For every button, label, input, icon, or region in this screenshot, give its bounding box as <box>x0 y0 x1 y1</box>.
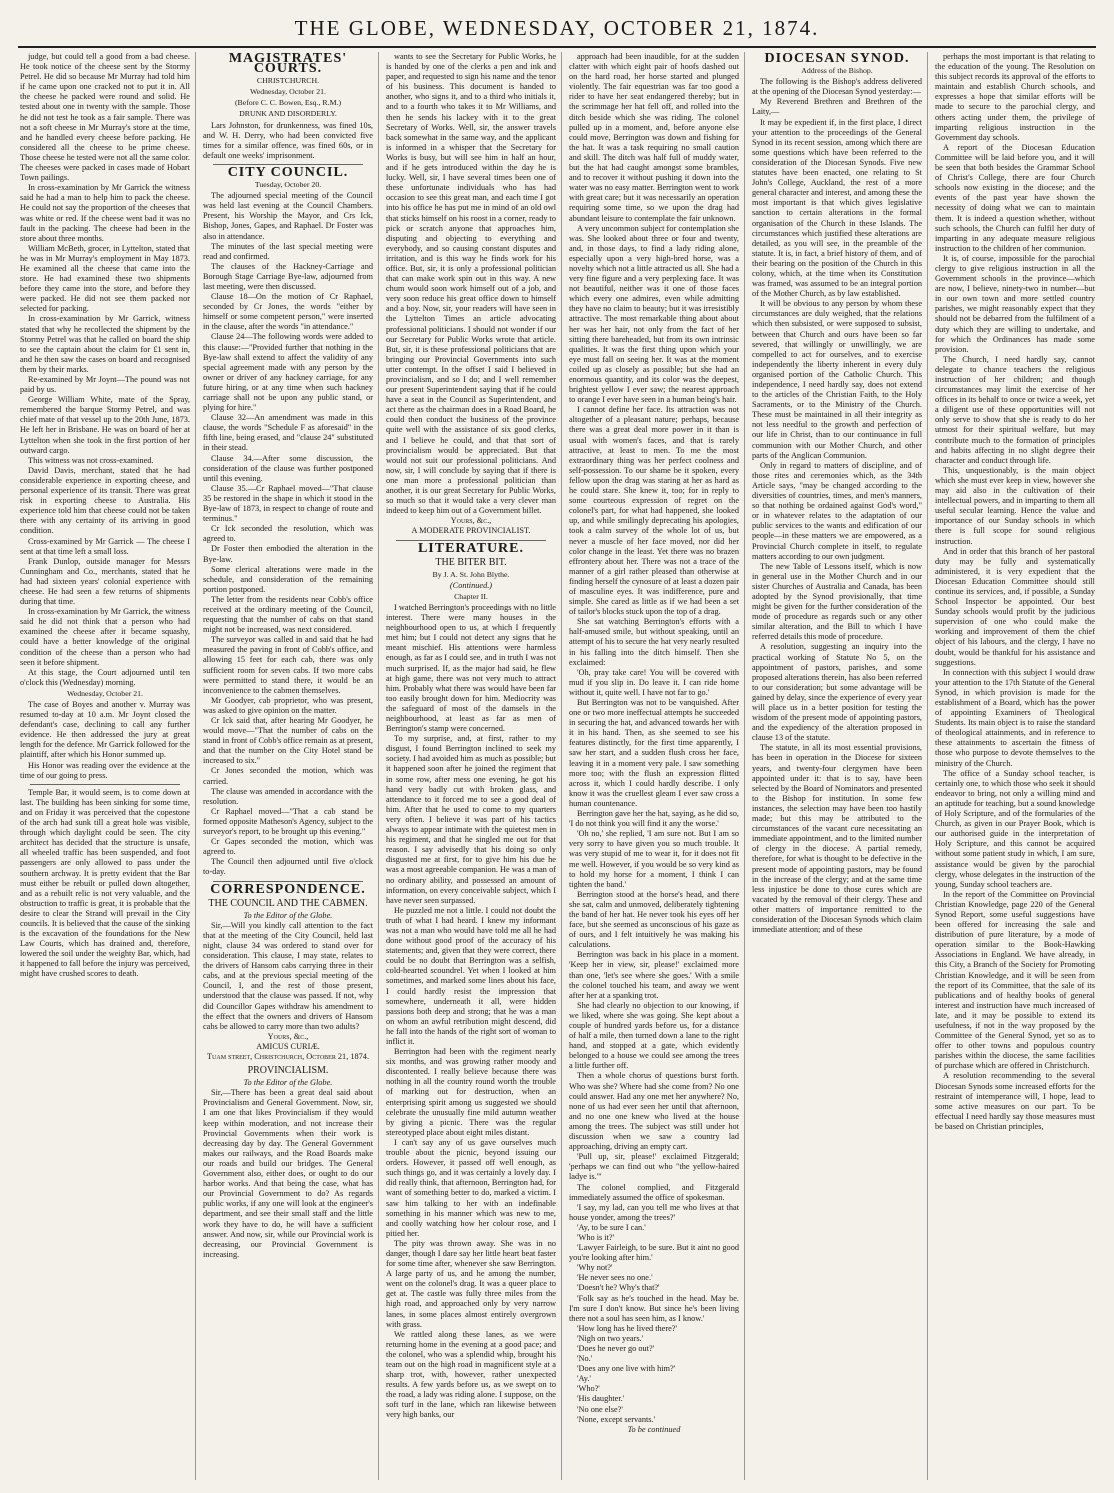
heading-correspondence: CORRESPONDENCE. <box>210 881 366 897</box>
subheading: Address of the Bishop. <box>801 66 873 76</box>
paragraph: Cr Raphael moved—"That a cab stand be formed opposite Matheson's Agency, subject to the surveyor's report, to be brought up this evening." <box>203 806 373 837</box>
column-rule <box>195 52 196 1480</box>
column-rule <box>561 52 562 1480</box>
signature-name: AMICUS CURIÆ. <box>256 1041 320 1051</box>
paragraph: 'Ay.' <box>577 1374 591 1384</box>
heading-magistrates-courts: MAGISTRATES' COURTS. <box>228 52 348 77</box>
paragraph: 'His daughter.' <box>577 1394 625 1404</box>
paragraph: Temple Bar, it would seem, is to come down at last. The building has been sinking for some time, and on Friday it was perceived that the copestone of the arch had sunk till a great hole was visible, through which daylight could be seen. The city architect has decided that the structure is unsafe, all wheeled traffic has been suspended, and foot passengers are only allowed to pass under the southern archway. It is pretty evident that the Bar must either be rebuilt or pulled down altogether, and as a rebuilt relic is not very valuable, and the obstruction to traffic is great, it is probable that the desire to clear the Strand will prevail in the City councils. It is believed that the cause of the sinking is the excavation of the foundations for the New Law Courts, which has drained and, therefore, lowered the soil under the weighty Bar, which, had it happened to fall before the injury was perceived, might have crushed scores to death. <box>20 787 190 979</box>
paragraph: 'Folk say as he's touched in the head. May be. I'm sure I don't know. But since he's been living there not a soul has seen him, as I know.' <box>569 1293 739 1323</box>
paragraph: wants to see the Secretary for Public Works, he is handed by one of the clerks a pen and ink and paper, and requested to sign his name and the tenor of his business. This document is handed to another, who signs it, and to a third who initials it, and to a fourth who takes it to Mr Williams, and then he sends his lackey with it to the great Secretary of Works. Well, sir, the answer travels back somewhat in the same way, and the applicant is informed in a whisper that the Secretary for Works is busy, but will see him in half an hour, and if he gets introduced within the day he is lucky. Well, sir, I have several times been one of these unfortunate individuals who has had occasion to see this great man, and each time I got into his office he has put me in mind of an old owl that sticks himself on his roost in a corner, ready to pick or scratch anyone that approaches him, disputing and objecting to everything and everybody, and so causing constant disputes and irritation, and is this way he finds work for his office. But, sir, it is only a professional politician that can make work spin out in this way. A new chum would soon work himself out of a job, and very soon reduce his great office down to himself and a boy. Now, sir, your readers will have seen in the Lyttelton Times an article advocating professional politicians. I should not wonder if our our Secretary for Public Works wrote that article. But, sir, it is these professional politicians that are bringing our Provincial Governments into such utter contempt. In the offset I said I believed in provincialism, and so I do; and I well remember our present Superintendent saying that if he could have a seat in the Council as Superintendent, and act there as the chairman does in a Road Board, he could then conduct the business of the province quite well with the assistance of six good clerks, and I believe he could, and that that sort of provincialism would be appreciated. But that would not suit our professional politicians. And now, sir, I will conclude by saying that if there is one man more a professional politician than another, it is our great Secretary for Public Works, so much so that it would take a very clever man indeed to keep him out of a Government billet. <box>386 52 556 516</box>
paragraph: George William White, mate of the Spray, remembered the barque Stormy Petrel, and was chief mate of that vessel up to the 20th June, 1873. He left her in Brisbane. He was on board of her at Lyttelton when she took in the first portion of her outward cargo. <box>20 395 190 455</box>
masthead <box>18 10 1096 48</box>
paragraph: The case of Boyes and another v. Murray was resumed to-day at 10 a.m. Mr Joynt closed the defendant's case, declining to call any further evidence. He then addressed the jury at great length for the defence. Mr Garrick followed for the plaintiff, after which his Honor summed up. <box>20 700 190 760</box>
paragraph: It may be expedient if, in the first place, I direct your attention to the proceedings of the General Synod in its recent session, among which there are some questions which have been referred to the consideration of the Diocesan Synods. Five new statutes have been enacted, one relating to St John's College, Auckland, the rest of a more general character and interest, and among these the most important is that which gives legislative sanction to certain alterations in the formal organisation of the Church in these Islands. The circumstances which justified these alterations are detailed, as you will see, in the preamble of the statute. It is, in fact, a brief history of them, and of their bearing on the position of the Church in this colony, which, at the time when its Constitution was framed, was assumed to be an integral portion of the Mother Church, as by law established. <box>752 117 922 299</box>
paragraph: A very uncommon subject for contemplation she was. She looked about three or four and twenty, and, in those days, to find a lady riding alone, especially upon a very high-bred horse, was a novelty which not a little attracted us all. She had a very fine figure and a very perplexing face. It was not beautiful, neither was it one of those faces which every one admires, even while admitting they have no claim to beauty; but it was irresistibly attractive. The most remarkable thing about about her was her hair, not only from the fact of her sitting there bareheaded, but from its own intrinsic qualities. It was the first thing upon which your eye must fall on seeing her. It was at the moment coiled up as closely as possible; but she had an enormous quantity, and its color was the deepest, brightest yellow I ever saw; the nearest approach to orange I ever have seen in a human being's hair. <box>569 223 739 405</box>
paragraph: A resolution, suggesting an inquiry into the practical working of Statute No 5, on the appointment of pastors, parishes, and some proposed alterations therein, has also been referred to our consideration; but some advantage will be gained by delay, since the experience of every year will place us in a better position for testing the wisdom of the present mode of appointing pastors, and the expediency of the alteration proposed in clause 13 of the statute. <box>752 642 922 743</box>
paragraph: 'I say, my lad, can you tell me who lives at that house yonder, among the trees?' <box>569 1202 739 1222</box>
divider <box>30 784 180 785</box>
paragraph: Then a whole chorus of questions burst forth. Who was she? Where had she come from? No one could answer. Had any one met her anywhere? No, none of us had ever seen her until that afternoon, and no one one knew who lived at the house among the trees. The subject was still under hot discussion when we saw a country lad approaching, driving an empty cart. <box>569 1071 739 1152</box>
paragraph: 'No one else?' <box>577 1404 623 1414</box>
paragraph: Berrington gave her the hat, saying, as he did so, 'I do not think you will find it any the worse.' <box>569 809 739 829</box>
paragraph: The surveyor was called in and said that he had measured the paving in front of Cobb's office, and allowing 15 feet for each cab, there was only sufficient room for seven cabs. If two more cabs were permitted to stand there, it would be an inconvenience to the cabmen themselves. <box>203 635 373 695</box>
paragraph: Mr Goodyer, cab proprietor, who was present, was asked to give opinion on the matter. <box>203 695 373 715</box>
paragraph: The new Table of Lessons itself, which is now in general use in the Mother Church and in our sister Churches of Australia and Canada, has been adopted by the Synod provisionally, that time might be given for the further consideration of the mode of procedure as regards such or any other similar alteration, and the Bill to which I have referred details this mode of procedure. <box>752 561 922 642</box>
paragraph: Lars Johnston, for drunkenness, was fined 10s, and W. H. Derry, who had been convicted five times for a similar offence, was fined 60s, or in default one weeks' imprisonment. <box>203 120 373 160</box>
column-6 <box>935 52 1095 1480</box>
paragraph: His Honor was reading over the evidence at the time of our going to press. <box>20 760 190 780</box>
paragraph: The letter from the residents near Cobb's office received at the ordinary meeting of the Council, requesting that the number of cabs on that stand might not be increased, was next considered. <box>203 594 373 635</box>
paragraph: It will be obvious to any person by whom these circumstances are duly weighed, that the relations which then subsisted, or were supposed to subsist, between that Church and ours have been so far severed, that willingly or unwillingly, we are compelled to act for ourselves, and to exercise independently the liberty inherent in every duly organised portion of the Catholic Church. This independence, I need hardly say, does not extend to the articles of the Christian Faith, to the Holy Sacraments, or to the Ministry of the Church. These must be maintained in all their integrity as not less needful to the growth and perfection of our life in Christ, than to our continuance in full communion with our Mother Church, and other parts of the Anglican Communion. <box>752 299 922 460</box>
column-3 <box>386 52 556 1480</box>
paragraph: The adjourned special meeting of the Council was held last evening at the Council Chambers. Present, his Worship the Mayor, and Crs Ick, Bishop, Jones, Gapes, and Raphael. Dr Foster was also in attendance. <box>203 191 373 241</box>
paragraph: David Davis, merchant, stated that he had considerable experience in exporting cheese, and personal experience of its transit. There was great risk in exporting cheese to Australia. His experience told him that cheese could not be taken there with any certainty of its arriving in good condition. <box>20 465 190 536</box>
paragraph: The pity was thrown away. She was in no danger, though I dare say her little heart beat faster for some time after, whenever she saw Berrington. A large party of us, and he among the number, went on the colonel's drag. It was a queer place to get at. The castle was fully three miles from the high road, and approached only by very narrow lanes, in some places almost entirely overgrown with grass. <box>386 1238 556 1329</box>
paragraph: Cr Jones seconded the motion, which was carried. <box>203 766 373 786</box>
continued-note: (Continued.) <box>449 580 493 590</box>
paragraph: In connection with this subject I would draw your attention to the 17th Statute of the General Synod, in which provision is made for the establishment of a Board, which has the power of appointing Examiners of Theological Students. Its main object is to raise the standard of theological attainments, and in reference to these attainments to ascertain the fitness of those who purpose to devote themselves to the ministry of the Church. <box>935 667 1095 768</box>
paragraph: Some clerical alterations were made in the schedule, and consideration of the remaining portion postponed. <box>203 564 373 594</box>
paragraph: But Berrington was not to be vanquished. After one or two more ineffectual attempts he succeeded in securing the hat, and advanced towards her with it in his hand. Then, as she seemed to see his features distinctly, for the first time apparently, I saw her start, and a sudden flush cross her face, leaving it in a moment very pale. I saw something more too; with the flush an expression flitted across it, which I could hardly describe. I only know it was the cruellest gleam I ever saw cross a human countenance. <box>569 698 739 808</box>
dateline: Tuesday, October 20. <box>254 180 322 190</box>
signature-name: A MODERATE PROVINCIALIST. <box>411 526 531 536</box>
paragraph: judge, but could tell a good from a bad cheese. He took notice of the cheese sent by the Stormy Petrel. He did so because Mr Murray had told him if he came upon one cracked not to put it in. All the cheese he packed were round and solid. He tested about one in twenty with the sample. Those he did not test he took as a fair sample. There was not a soft cheese in Mr Murray's store at the time, and he handled every cheese before packing. He considered all the cheese to be prime cheese. Those cheese he tested were not all the same color. The cheeses were packed in cases made of Hobart Town pailings. <box>20 52 190 183</box>
paragraph: 'Does any one live with him?' <box>577 1364 676 1374</box>
subheading-biter-bit: THE BITER BIT. <box>435 556 507 568</box>
paragraph: William McBeth, grocer, in Lyttelton, stated that he was in Mr Murray's employment in May 1873. He examined all the cheese that came into the store. He had examined these two shipments before they came into the store, and before they were packed. He did not see them packed nor selected for packing. <box>20 243 190 314</box>
paragraph: 'Who?' <box>577 1384 600 1394</box>
subheading: CHRISTCHURCH. <box>256 76 320 86</box>
chapter-heading: Chapter II. <box>454 591 488 601</box>
paragraph: 'Does he never go out?' <box>577 1344 655 1353</box>
paragraph: In cross-examination by Mr Garrick the witness said he had a man to help him to pack the cheese. He could not say the proportion of the cheeses that was white or red. If the cheese went bad it was no fault in the packing. The cheese had been in the store about three months. <box>20 183 190 243</box>
column-2 <box>203 52 373 1480</box>
paragraph: 'Doesn't he? Why's that?' <box>577 1283 660 1293</box>
paragraph: Sir,—Will you kindly call attention to the fact that at the meeting of the City Council, held last night, clause 34 was ordered to stand over for consideration. This clause, I may state, relates to the drivers of Hansom cabs carrying three in their cabs, and at the previous special meeting of the Council, I, and the rest of those present, understood that the clause was passed. If not, why did Councillor Gapes withdraw his amendment to the effect that the owners and drivers of Hansom cabs be allowed to carry more than two adults? <box>203 920 373 1031</box>
subheading: DRUNK AND DISORDERLY. <box>239 109 337 119</box>
paragraph: Clause 34.—After some discussion, the consideration of the clause was further postponed until this evening. <box>203 453 373 483</box>
paragraph: The colonel complied, and Fitzgerald immediately assumed the office of spokesman. <box>569 1182 739 1202</box>
paragraph: In cross-examination by Mr Garrick, the witness said he did not think that a person who had examined the cheese after it became squashy, could have a better knowledge of the original condition of the cheese than a person who had seen it before shipment. <box>20 607 190 667</box>
paragraph: The statute, in all its most essential provisions, has been in operation in the Diocese for sixteen years, and twenty-four clergymen have been appointed under it: that is to say, have been selected by the Board of Nominators and presented to the Bishop for institution. In some few instances, the selection may have been too hastily made; but this may be attributed to the circumstances of the vacant cure necessitating an immediate appointment, and to the limited number of clergy in the diocese. A partial remedy, therefore, for what is thought to be defective in the present mode of appointing pastors, may be found in the increase of the clergy; and at the same time less injustice be done to those cures which are vacated by the removal of their clergy. These and other matters of importance remitted to the consideration of the Diocesan Synods which claim immediate attention; and of these <box>752 743 922 935</box>
paragraph: Cross-examined by Mr Garrick — The cheese I sent at that time left a small loss. <box>20 536 190 556</box>
paragraph: We rattled along these lanes, as we were returning home in the evening at a good pace; and the colonel, who was a splendid whip, brought his team out on the high road in magnificent style at a sharp trot, with, however, rather unexpected results. A few yards before us, as we swept on to the road, a lady was riding alone. I suppose, on the soft turf in the lane, which ran likewise between very high banks, our <box>386 1329 556 1420</box>
paragraph: 'He never sees no one.' <box>577 1273 653 1283</box>
dateline: Wednesday, October 21. <box>67 688 143 698</box>
column-rule <box>744 52 745 1480</box>
column-4 <box>569 52 739 1480</box>
subheading: (Before C. C. Bowen, Esq., R.M.) <box>234 98 342 108</box>
paragraph: The clause was amended in accordance with the resolution. <box>203 786 373 806</box>
paragraph: Clause 32—An amendment was made in this clause, the words "Schedule F as aforesaid" in the fifth line, being erased, and "clause 24" substituted in their stead. <box>203 413 373 453</box>
paragraph: In cross-examination by Mr Garrick, witness stated that why he recollected the shipment by the Stormy Petrel was that he called on board the ship to see the captain about the claim for £1 sent in, and he then saw the cases on board and recognised them by their marks. <box>20 314 190 374</box>
paragraph: In the report of the Committee on Provincial Christian Knowledge, page 220 of the General Synod Report, some useful suggestions have been offered for increasing the sale and distribution of pure literature, by a mode of operation similar to the Book-Hawking Associations in England. We have already, in this City, a Branch of the Society for Promoting Christian Knowledge, and it will be seen from the report of its Committee, that the sale of its publications and of healthy books of general interest and instruction have much increased of late, and it may be possible to extend its usefulness, if not in the way proposed by the Committee of the General Synod, yet so as to offer to other towns and populous country parishes within the diocese, the same facilities of purchase which are offered in Christchurch. <box>935 889 1095 1071</box>
paragraph: My Reverend Brethren and Brethren of the Laity,— <box>752 97 922 117</box>
paragraph: This, unquestionably, is the main object which she must ever keep in view, however she may aid also in the cultivation of their intellectual powers, and in imparting to them all useful secular learning. Hence the value and importance of our Sunday schools in which there is full scope for sound religious instruction. <box>935 465 1095 546</box>
paragraph: perhaps the most important is that relating to the education of the young. The Resolution on this subject records its approval of the efforts to maintain and establish Church schools, and expresses a hope that similar efforts will be made to secure to the parochial clergy, and others acting under them, the privilege of imparting religious instruction in the Government day schools. <box>935 52 1095 142</box>
salutation: To the Editor of the Globe. <box>243 1078 333 1088</box>
paragraph: Only in regard to matters of discipline, and of those rites and ceremonies which, as the 34th Article says, "may be changed according to the diversities of countries, times, and men's manners, so that nothing be ordained against God's word," or in whatever relates to the adaptation of our public services to the wants and edification of our people—in these matters we are empowered, as a Provincial Church complete in itself, to regulate matters according to our own judgment. <box>752 460 922 561</box>
paragraph: 'How long has he lived there?' <box>577 1323 677 1333</box>
paragraph: And in order that this branch of her pastoral duty may be fully and systematically administered, it is very expedient that the Diocesan Education Committee should still continue its services, and, if possible, a Sunday School Inspector be appointed. Our best Sunday schools would profit by the judicious supervision of one who could make the working and improvement of them the chief object of his labours, and the clergy, I have no doubt, would be thankful for his assistance and suggestions. <box>935 546 1095 667</box>
paragraph: I can't say any of us gave ourselves much trouble about the picnic, beyond issuing our orders. However, it passed off well enough, as such things go, and it was certainly a lovely day. I did really think, that afternoon, Berrington had, for want of something better to do, marked a victim. I saw him talking to her with an indefinable something in his manner which was new to me, and coolly watching how her colour rose, and I pitied her. <box>386 1137 556 1238</box>
paragraph: 'Pull up, sir, please!' exclaimed Fitzgerald; 'perhaps we can find out who "the yellow-haired ladye is."' <box>569 1152 739 1182</box>
paragraph: The Council then adjourned until five o'clock to-day. <box>203 857 373 877</box>
signature: Yours, &c., <box>450 516 492 526</box>
byline: By J. A. St. John Blythe. <box>432 569 510 579</box>
signature-address: Tuam street, Christchurch, October 21, 1874. <box>206 1052 370 1061</box>
paragraph: A report of the Diocesan Education Committee will be laid before you, and it will be seen that both besides the Grammar School of Christ's College, there are four Church schools now existing in the diocese; and the events of the past year have shown the necessity of doing what we can to maintain them. It is indeed a question whether, without such schools, the Church can fulfil her duty of imparting in any adequate measure religious instruction to the children of her communion. <box>935 142 1095 253</box>
paragraph: 'None, except servants.' <box>577 1414 656 1424</box>
paragraph: At this stage, the Court adjourned until ten o'clock this (Wednesday) morning. <box>20 667 190 687</box>
paragraph: Cr Ick seconded the resolution, which was agreed to. <box>203 524 373 544</box>
to-be-continued: To be continued <box>627 1424 681 1434</box>
paragraph: 'Lawyer Fairleigh, to be sure. But it aint no good you're looking after him.' <box>569 1243 739 1263</box>
paragraph: Cr Gapes seconded the motion, which was agreed to. <box>203 837 373 857</box>
paragraph: The following is the Bishop's address delivered at the opening of the Diocesan Synod yesterday:— <box>752 77 922 97</box>
paragraph: Clause 35.—Cr Raphael moved—"That clause 35 be restored in the shape in which it stood in the Bye-law of 1873, in respect to change of route and terminus." <box>203 483 373 524</box>
paragraph: 'Who is it?' <box>577 1232 615 1242</box>
signature: Yours, &c., <box>267 1031 309 1041</box>
paragraph: 'Oh, pray take care! You will be covered with mud if you slip in. Do leave it. I can ride home without it, quite well. I have not far to go.' <box>569 667 739 697</box>
paragraph: 'Why not?' <box>577 1263 613 1273</box>
subheading-provincialism: PROVINCIALISM. <box>247 1065 329 1077</box>
subheading-council-cabmen: THE COUNCIL AND THE CABMEN. <box>208 897 368 909</box>
dateline: Wednesday, October 21. <box>250 87 326 97</box>
paragraph: Berrington stood at the horse's head, and there she sat, calm and unmoved, deliberately tightening the band of her hat. He never took his eyes off her face, but she seemed as unconscious of his gaze as of ours, and I felt intuitively he was making his calculations. <box>569 889 739 950</box>
paragraph: Berrington had been with the regiment nearly six months, and was growing rather moody and discontented. I really believe because there was nothing in all the country round worth the trouble of marking out for destruction, when an enterprising spirit among us suggested we should celebrate the unusually fine mild autumn weather by giving a picnic. There was the regular stereotyped place about eight miles distant. <box>386 1047 556 1137</box>
paragraph: He puzzled me not a little. I could not doubt the truth of what I had heard. I knew my informant was not a man who would have told me all he had done without good proof of the accuracy of his statements; and, given that they were correct, there could be no doubt that Berrington was a selfish, cold-hearted scoundrel. Yet when I looked at him sometimes, and marked some lines about his face, I could hardly resist the impression that somewhere, underneath it all, were hidden passions both deep and strong; that he was a man on whom an awful retribution might descend, did he fall into the hands of the right sort of woman to inflict it. <box>386 905 556 1046</box>
paragraph: I cannot define her face. Its attraction was not altogether of a pleasant nature; perhaps, because there was a great deal more power in it than is usual with women's faces, and that is rarely attractive, at least to men. To me the most extraordinary thing was her perfect coolness and self-possession. To our shame be it spoken, every fellow upon the drag was staring at her as hard as he could stare. She knew it, too; for in reply to some courteous expression of regret on the colonel's part, for what had happened, she looked up, and while smilingly deprecating his apologies, took a calm survey of the whole lot of us, but never a muscle of her face moved, nor did her color change in the least. Yet there was no brazen effrontery about her. There was not a trace of the manner of a girl rather pleased than otherwise at finding herself the cynosure of at least a dozen pair of masculine eyes. It was indifference, pure and simple. She cared as little as if we had been a set of tailor's blocks stuck upon the top of a drag. <box>569 405 739 617</box>
heading-diocesan-synod: DIOCESAN SYNOD. <box>764 52 910 66</box>
salutation: To the Editor of the Globe. <box>243 910 333 920</box>
paragraph: Sir,—There has been a great deal said about Provincialism and General Government. Now, sir, I am one that likes Provincialism if they would keep within moderation, and not increase their Provincial Governments when their work is decreasing day by day. The General Government makes our railways, and the Road Boards make our roads and build our bridges. The General Government also, either does, or ought to do our harbor works. And that being the case, what has our Provincial Government to do? As regards public works, if any one will look at the engineer's department, and see their small staff and the little work they have to do, he will have a sufficient answer. And now, sir, while our Provincial work is decreasing, our Provincial Government is increasing. <box>203 1088 373 1259</box>
paragraph: Cr Ick said that, after hearing Mr Goodyer, he would move—"That the number of cabs on the stand in front of Cobb's office remain as at present, and that the number on the City Hotel stand be increased to six." <box>203 716 373 766</box>
paragraph: She had clearly no objection to our knowing, if we liked, where she was going. She kept about a couple of hundred yards before us, for a distance of half a mile, then turned down a lane to the right hand, and stopped at a gate, which evidently belonged to a house we could see among the trees a little further off. <box>569 1000 739 1071</box>
paragraph: The Church, I need hardly say, cannot delegate to chance teachers the religious instruction of her children; and though circumstances may limit the exercise of her offices in its behalf to once or twice a week, yet a diligent use of these opportunities will not only serve to show that she is ready to do her utmost for their spiritual welfare, but may contribute much to the formation of principles and habits affecting in no slight degree their character and conduct through life. <box>935 354 1095 465</box>
paragraph: Clause 24—The following words were added to this clause:—"Provided further that nothing in the Bye-law shall extend to affect the validity of any special agreement made with any person by the owner or driver of any hackney carriage, for any future hiring, or at any time when such hackney carriage shall not be upon any public stand, or plying for hire." <box>203 332 373 413</box>
paragraph: 'Ay, to be sure I can.' <box>577 1222 646 1232</box>
paragraph: Berrington was back in his place in a moment. 'Keep her in view, sir, please!' exclaimed more than one, 'let's see where she goes.' With a smile the colonel touched his team, and away we went after her at a spanking trot. <box>569 950 739 1000</box>
paragraph: 'Nigh on two years.' <box>577 1333 644 1343</box>
paragraph: The clauses of the Hackney-Carriage and Borough Stage Carriage Bye-law, adjourned from last meeting, were then discussed. <box>203 261 373 291</box>
paragraph: To my surprise, and, at first, rather to my disgust, I found Berrington inclined to seek my society. I had avoided him as much as possible; but it happened soon after he joined the regiment that in some row, after mess one evening, he got his hand very badly cut with broken glass, and attendance to it forced me to see a good deal of him. After that he used to come to my quarters very often. I believe it was part of his tactics always to appear intimate with the quietest men in his regiment, and that he singled me out for that reason. I say advisedly that his doing so only disgusted me at first, for to give him his due he was a most agreeable companion. He was a man of no ordinary ability, and possessed an amount of information, on every conceivable subject, which I have never seen surpassed. <box>386 734 556 905</box>
heading-city-council: CITY COUNCIL. <box>227 164 349 180</box>
paragraph: 'Oh no,' she replied, 'I am sure not. But I am so very sorry to have given you so much trouble. It was very stupid of me to wear it, for it does not fit me well. However, if you would be so very kind as to hold my horse for a moment, I think I can tighten the band.' <box>569 829 739 889</box>
heading-literature: LITERATURE. <box>417 540 525 556</box>
paragraph: Clause 18—On the motion of Cr Raphael, seconded by Cr Jones, the words "either by himself or some competent person," were inserted in the clause, after the words "in attendance." <box>203 292 373 332</box>
paragraph: The minutes of the last special meeting were read and confirmed. <box>203 241 373 261</box>
paragraph: A resolution recommending to the several Diocesan Synods some increased efforts for the restraint of intemperance will, I hope, lead to some active measures on our part. To be effectual I need hardly say those measures must be based on Christian principles, <box>935 1071 1095 1131</box>
paragraph: I watched Berrington's proceedings with no little interest. There were many houses in the neighbourhood open to us, at which I frequently met him; but I could not detect any signs that he meant mischief. His attentions were harmless enough, as far as I could see, and in truth I was not much surprised. If, as the major had said, he flew at high game, there was not very much to attract him. Probably what there was would have been far too easily brought down for him. Mediocrity was the safeguard of most of the damsels in the neighbourhood, at least as far as men of Berrington's stamp were concerned. <box>386 602 556 734</box>
paragraph: Re-examined by Mr Joynt—The pound was not paid by us. <box>20 375 190 395</box>
paragraph: approach had been inaudible, for at the sudden clatter with which eight pair of hoofs dashed out on the hard road, her horse started and plunged violently. The fair equestrian was far too good a rider to have her seat endangered thereby; but in the scrimmage her hat fell off, and rolled into the ditch beside which she was riding. The colonel pulled up in a moment, and, before anyone else could move, Berrington was down and fishing for the hat. It was a task requiring no small caution and skill. The ditch was half full of muddy water, but the hat had caught amongst some brambles, and to recover it without pushing it down into the water was no easy matter. Berrington went to work with great care; but it was necessarily an operation requiring some time, so we upon the drag had abundant leisure to contemplate the fair unknown. <box>569 52 739 223</box>
column-5 <box>752 52 922 1480</box>
paragraph: Dr Foster then embodied the alteration in the Bye-law. <box>203 544 373 564</box>
column-rule <box>927 52 928 1480</box>
column-1 <box>20 52 190 1480</box>
paragraph: This witness was not cross-examined. <box>28 455 154 465</box>
paragraph: It is, of course, impossible for the parochial clergy to give religious instruction in all the Government schools in the province—which are now, I believe, ninety-two in number—but in our own town and more settled country parishes, we might reasonably expect that they should not be debarred from the fulfilment of a duty which they are willing to undertake, and for which the Ordinances has made some provision. <box>935 253 1095 354</box>
masthead-title: THE GLOBE, WEDNESDAY, OCTOBER 21, 1874. <box>294 16 820 40</box>
column-rule <box>378 52 379 1480</box>
paragraph: 'No.' <box>577 1354 593 1364</box>
paragraph: The office of a Sunday school teacher, is certainly one, to which those who seek it should endeavor to bring, not only a willing mind and an aptitude for teaching, but a sound knowledge of Holy Scripture, and of the formularies of the Church, as given in our Prayer Book, which is our authorised guide in the interpretation of Holy Scripture, and this cannot be acquired without some patient study in which, I am sure, assistance would be given by the parochial clergy, whose delegates in the instruction of the young, Sunday school teachers are. <box>935 768 1095 889</box>
paragraph: She sat watching Berrington's efforts with a half-amused smile, but without speaking, until an attempt of his to secure the hat very nearly resulted in his falling into the ditch himself. Then she exclaimed: <box>569 617 739 667</box>
paragraph: Frank Dunlop, outside manager for Messrs Cunningham and Co., merchants, stated that he had had sixteen years' colonial experience with cheese. He had seen a few returns of shipments during that time. <box>20 556 190 607</box>
